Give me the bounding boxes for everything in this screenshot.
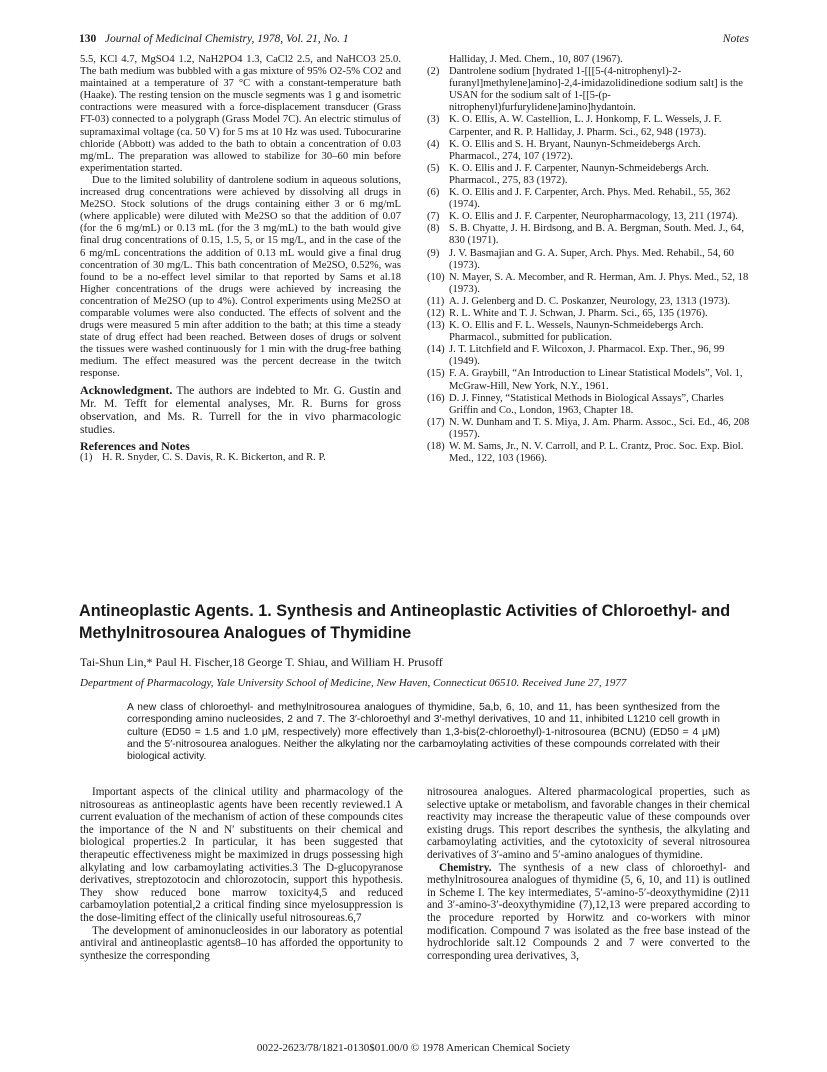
reference-text: W. M. Sams, Jr., N. V. Carroll, and P. L. Crantz, Proc. Soc. Exp. Biol. Med., 122, 103 (1966). (449, 441, 744, 465)
reference-item (427, 296, 750, 308)
reference-number: (9) (427, 247, 440, 259)
reference-item (427, 114, 750, 138)
reference-text: K. O. Ellis, A. W. Castellion, L. J. Honkomp, F. L. Wessels, J. F. Carpenter, and R. P. Halliday, J. Pharm. Sci., 62, 948 (1973). (449, 114, 722, 138)
reference-text: K. O. Ellis and J. F. Carpenter, Arch. Phys. Med. Rehabil., 55, 362 (1974). (449, 187, 731, 211)
chemistry-heading: Chemistry. (439, 861, 492, 874)
reference-item (427, 223, 750, 247)
page-number: 130 (79, 33, 97, 45)
reference-item (427, 272, 750, 296)
methods-paragraph: 5.5, KCl 4.7, MgSO4 1.2, NaH2PO4 1.3, CaCl2 2.5, and NaHCO3 25.0. The bath medium was bubbled with a gas mixture of 95% O2-5% CO2 and maintained at a temperature of 37 °C with a constant-temperature bath (Haake). The resting tension on the muscle segments was 1 g and isometric contractions were measured with a force-displacement transducer (Grass FT-03) connected to a polygraph (Grass Model 7C). An electric stimulus of supramaximal voltage (ca. 50 V) for 5 ms at 10 Hz was used. Tubocurarine chloride (Abbott) was added to the bath to obtain a concentration of 0.03 mg/mL. The preparation was allowed to stabilize for 30–60 min before experimentation started. (80, 54, 401, 174)
reference-number: (4) (427, 138, 440, 150)
reference-number: (7) (427, 211, 440, 223)
chemistry-text: The synthesis of a new class of chloroethyl- and methylnitrosourea analogues of thymidine (5, 6, 10, and 11) is outlined in Scheme I. The key intermediates, 5′-amino-5′-deoxythymidine (2)11 and 3′-amino-3′-deoxythymidine (7),12,13 were prepared according to the procedure reported by Horwitz and co-workers with minor modification. Compound 7 was isolated as the free base instead of the hydrochloride salt.12 Compounds 2 and 7 were converted to the corresponding urea derivatives, 3, (427, 861, 750, 962)
reference-item (80, 452, 401, 464)
reference-number: (6) (427, 187, 440, 199)
reference-item (427, 344, 750, 368)
reference-text: N. W. Dunham and T. S. Miya, J. Am. Pharm. Assoc., Sci. Ed., 46, 208 (1957). (449, 416, 750, 440)
reference-text: H. R. Snyder, C. S. Davis, R. K. Bickerton, and R. P. (102, 452, 326, 464)
reference-number: (3) (427, 114, 440, 126)
reference-item (427, 139, 750, 163)
reference-text: J. T. Litchfield and F. Wilcoxon, J. Pharmacol. Exp. Ther., 96, 99 (1949). (449, 344, 725, 368)
body-paragraph: Important aspects of the clinical utility and pharmacology of the nitrosoureas as antineoplastic agents have been recently reviewed.1 A current evaluation of the mechanism of action of these compounds cites the importance of the N and N′ substituents on their chemical and biological properties.2 In particular, it has been suggested that therapeutic effectiveness might be maximized in drugs possessing high alkylating and low carbamoylating activities.3 The D-glucopyranose derivatives, streptozotocin and chlorozotocin, support this hypothesis. They show reduced bone marrow toxicity4,5 and reduced carbamoylation potential,2 a critical finding since myelosuppression is the dose-limiting effect of the clinically useful nitrosoureas.6,7 (80, 786, 403, 924)
reference-text: Dantrolene sodium [hydrated 1-[[[5-(4-nitrophenyl)-2-furanyl]methylene]amino]-2,4-imidazolidinedione sodium salt] is the USAN for the sodium salt of 1-[[5-(p-nitrophenyl)furfurylidene]amino]hydantoin. (449, 66, 743, 114)
abstract: A new class of chloroethyl- and methylnitrosourea analogues of thymidine, 5a,b, 6, 10, and 11, has been synthesized from the corresponding amino nucleosides, 2 and 7. The 3′-chloroethyl and 3′-methyl derivatives, 10 and 11, inhibited L1210 cell growth in culture (ED50 = 1.5 and 1.0 μM, respectively) more effectively than 1,3-bis(2-chloroethyl)-1-nitrosourea (BCNU) (ED50 = 4 μM) and the 5′-nitrosourea analogues. Neither the alkylating nor the carbamoylating activities of these compounds correlated with their biological activity. (127, 702, 720, 763)
top-right-column (427, 54, 750, 465)
top-left-column (80, 54, 401, 465)
reference-item (427, 417, 750, 441)
reference-number: (17) (427, 416, 445, 428)
reference-number: (12) (427, 307, 445, 319)
reference-text: K. O. Ellis and F. L. Wessels, Naunyn-Schmeidebergs Arch. Pharmacol., submitted for publication. (449, 320, 704, 344)
reference-item (427, 54, 750, 66)
body-right-column (427, 786, 750, 962)
acknowledgment (80, 384, 401, 437)
chemistry-paragraph (427, 862, 750, 963)
reference-item (427, 308, 750, 320)
section-label: Notes (722, 33, 749, 45)
reference-item (427, 66, 750, 114)
reference-text: K. O. Ellis and S. H. Bryant, Naunyn-Schmeidebergs Arch. Pharmacol., 274, 107 (1972). (449, 138, 701, 162)
reference-text: A. J. Gelenberg and D. C. Poskanzer, Neurology, 23, 1313 (1973). (449, 295, 731, 307)
acknowledgment-text: The authors are indebted to Mr. G. Gustin and Mr. M. Tefft for elemental analyses, Mr. R. Burns for gross observation, and Ms. R. Turrell for the in vivo pharmacologic studies. (80, 383, 401, 437)
body-left-column (80, 786, 403, 962)
reference-number: (5) (427, 162, 440, 174)
reference-text: R. L. White and T. J. Schwan, J. Pharm. Sci., 65, 135 (1976). (449, 307, 708, 319)
reference-number: (18) (427, 441, 445, 452)
reference-item (427, 187, 750, 211)
reference-item (427, 393, 750, 417)
reference-text: K. O. Ellis and J. F. Carpenter, Naunyn-Schmeidebergs Arch. Pharmacol., 275, 83 (1972). (449, 162, 709, 186)
reference-number: (15) (427, 368, 445, 380)
reference-text: F. A. Graybill, “An Introduction to Linear Statistical Models”, Vol. 1, McGraw-Hill, New York, N.Y., 1961. (449, 368, 743, 392)
reference-text: N. Mayer, S. A. Mecomber, and R. Herman, Am. J. Phys. Med., 52, 18 (1973). (449, 271, 749, 295)
reference-item (427, 163, 750, 187)
copyright-footer: 0022-2623/78/1821-0130$01.00/0 © 1978 American Chemical Society (256, 1042, 571, 1054)
reference-number: (1) (80, 452, 93, 464)
methods-paragraph: Due to the limited solubility of dantrolene sodium in aqueous solutions, increased drug concentrations were achieved by dissolving all drugs in Me2SO. Stock solutions of the drugs containing either 3 or 6 mg/mL (where applicable) were diluted with Me2SO so that the addition of 0.07 (for the 6 mg/mL) or 0.13 mL (for the 3 mg/mL) to the bath would give final drug concentrations of 0.15, 1.5, 5, or 15 mg/L, and in the case of the 6 mg/mL concentrations the addition of 0.13 mL would give a final drug concentration of 30 mg/L. This bath concentration of Me2SO, 0.52%, was found to be a no-effect level similar to that reported by Sams et al.18 Higher concentrations of the drugs were achieved by increasing the concentration of Me2SO (up to 4%). Control experiments using Me2SO at comparable volumes were also conducted. The effects of solvent and the drugs were measured 5 min after addition to the bath; at this time a steady state of drug effect had been reached. Between doses of drugs or solvent the tissues were washed continuously for 1 min with the drug-free bathing medium. The effect measured was the percent decrease in the twitch response. (80, 174, 401, 380)
references-heading: References and Notes (80, 439, 190, 454)
reference-item (427, 248, 750, 272)
body-paragraph: nitrosourea analogues. Altered pharmacological properties, such as selective uptake or metabolism, and favorable changes in their chemical reactivity may increase the therapeutic value of these compounds over existing drugs. This report describes the synthesis, the alkylating and carbamoylating activities, and the cytotoxicity of several nitrosourea derivatives of 3′-amino and 5′-amino analogues of thymidine. (427, 786, 750, 861)
affiliation: Department of Pharmacology, Yale University School of Medicine, New Haven, Connecticut 06510. Received June 27, 1977 (80, 677, 627, 689)
reference-item (427, 441, 750, 465)
reference-number: (14) (427, 344, 445, 356)
reference-number: (16) (427, 392, 445, 404)
reference-text: Halliday, J. Med. Chem., 10, 807 (1967). (449, 54, 623, 65)
reference-item (427, 320, 750, 344)
reference-number: (2) (427, 66, 440, 78)
reference-item (427, 368, 750, 392)
author-list: Tai-Shun Lin,* Paul H. Fischer,18 George T. Shiau, and William H. Prusoff (80, 655, 443, 669)
reference-item (427, 211, 750, 223)
reference-number: (8) (427, 223, 440, 235)
reference-number: (13) (427, 320, 445, 332)
reference-text: S. B. Chyatte, J. H. Birdsong, and B. A. Bergman, South. Med. J., 64, 830 (1971). (449, 223, 744, 247)
journal-citation: Journal of Medicinal Chemistry, 1978, Vol. 21, No. 1 (104, 33, 349, 45)
reference-text: D. J. Finney, “Statistical Methods in Biological Assays”, Charles Griffin and Co., London, 1963, Chapter 18. (449, 392, 724, 416)
running-header (79, 33, 749, 45)
reference-list (427, 66, 750, 465)
body-paragraph: The development of aminonucleosides in our laboratory as potential antiviral and antineoplastic agents8–10 has afforded the opportunity to synthesize the corresponding (80, 924, 403, 962)
reference-number: (11) (427, 295, 445, 307)
article-title: Antineoplastic Agents. 1. Synthesis and Antineoplastic Activities of Chloroethyl- and Methylnitrosourea Analogues of Thymidine (79, 602, 731, 642)
reference-number: (10) (427, 271, 445, 283)
reference-text: J. V. Basmajian and G. A. Super, Arch. Phys. Med. Rehabil., 54, 60 (1973). (449, 247, 734, 271)
acknowledgment-heading: Acknowledgment. (80, 382, 173, 397)
reference-text: K. O. Ellis and J. F. Carpenter, Neuropharmacology, 13, 211 (1974). (449, 211, 738, 223)
